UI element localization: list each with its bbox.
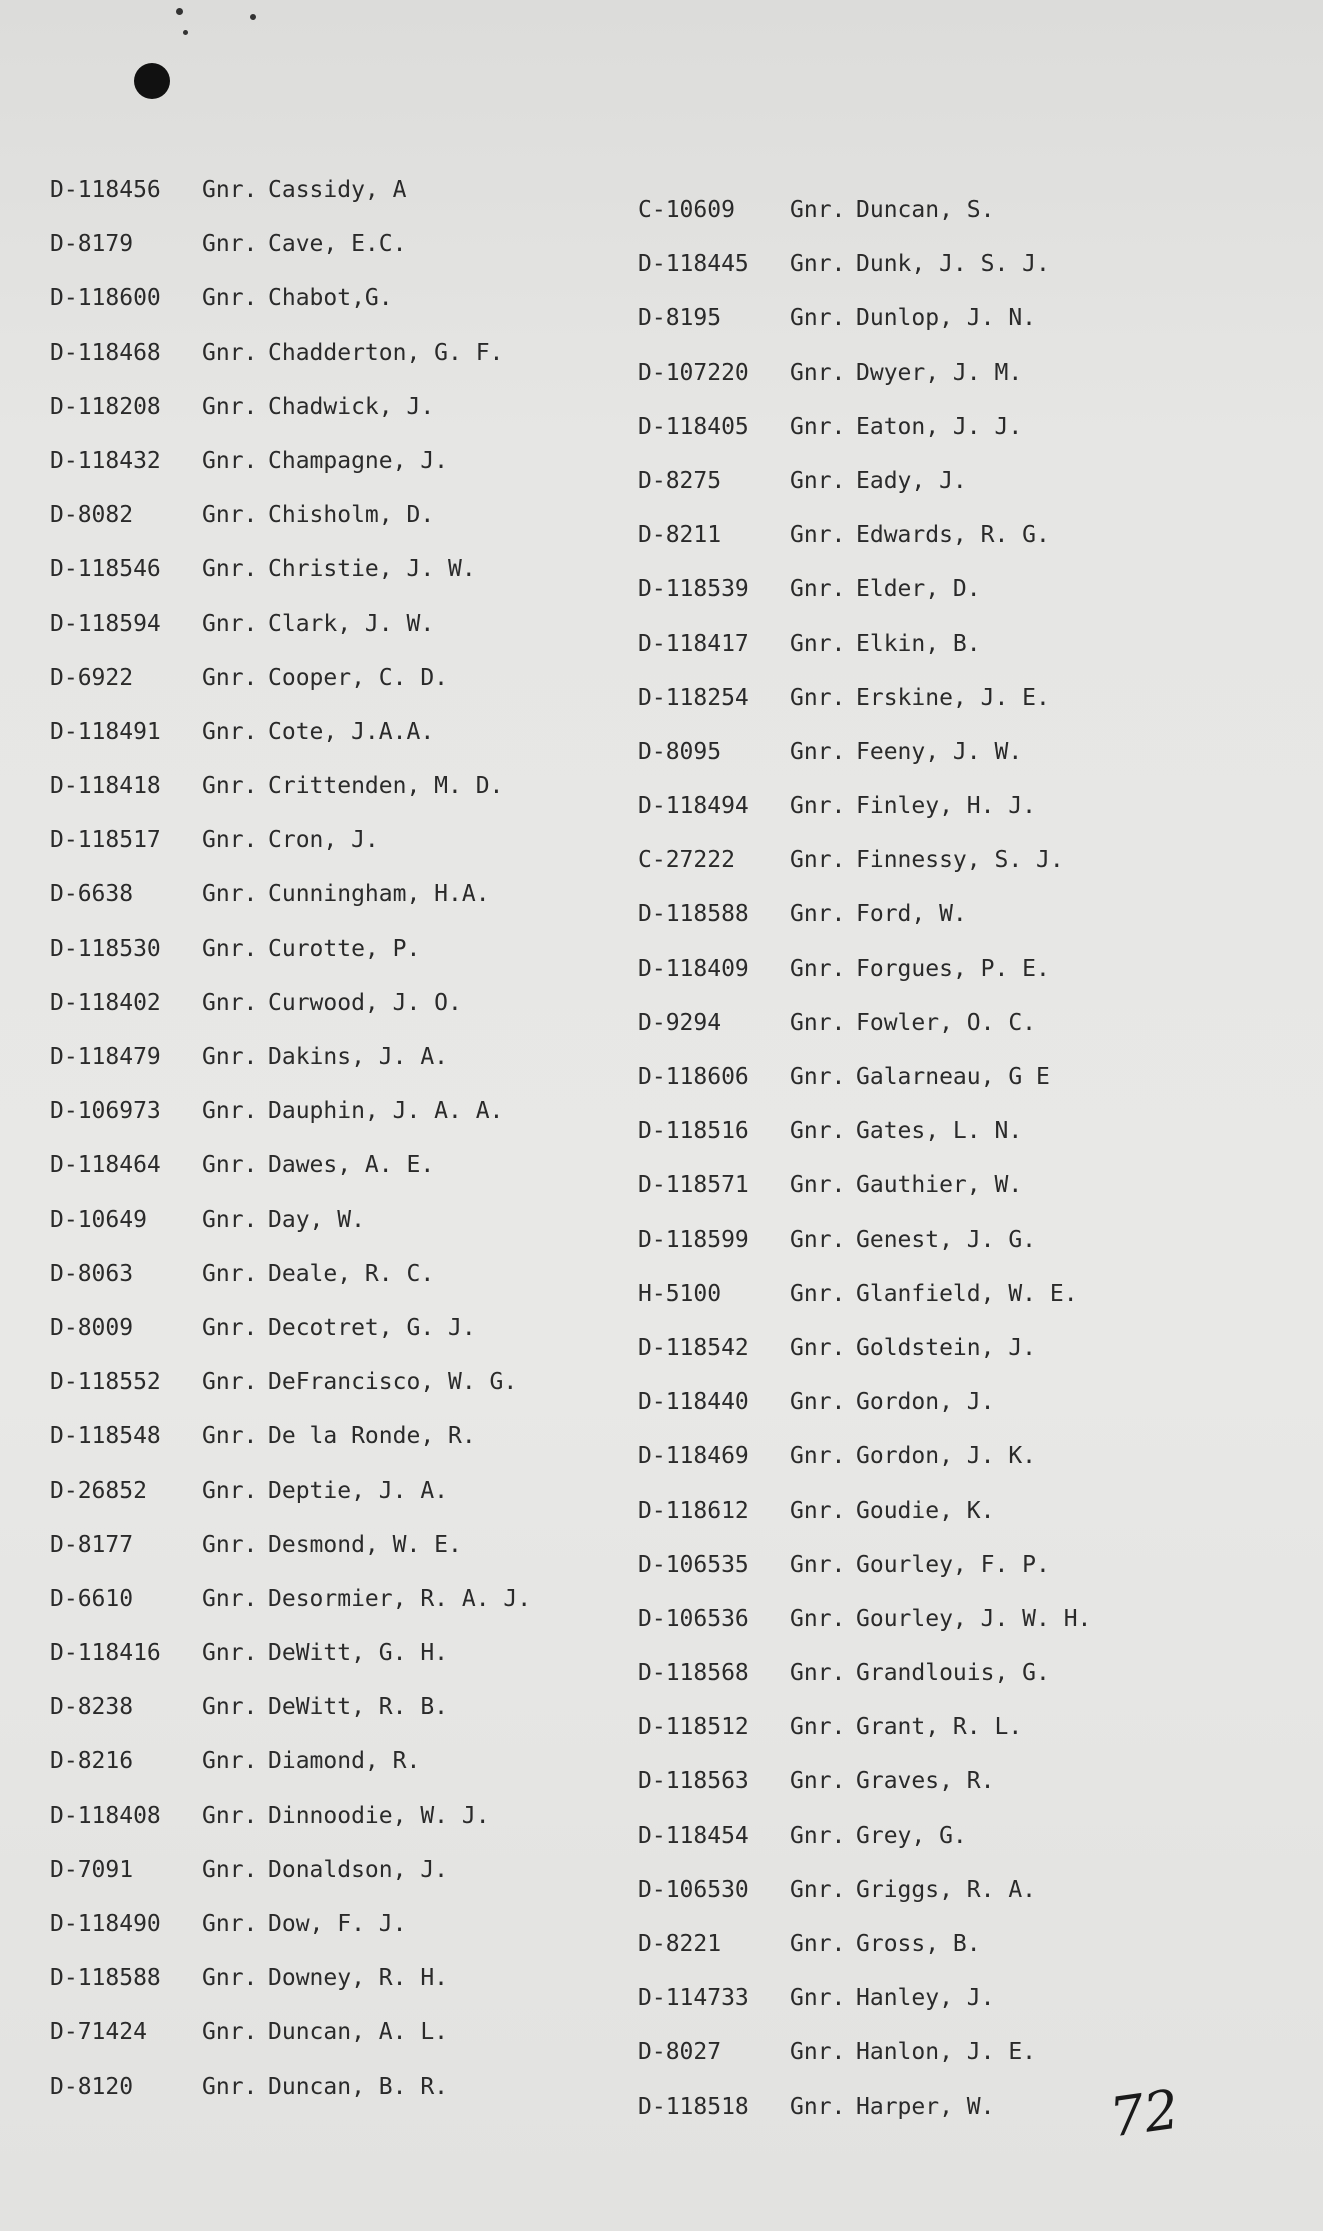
service-number: D-118563 xyxy=(638,1768,749,1795)
rank: Gnr. xyxy=(202,447,258,474)
roster-entry xyxy=(50,1910,610,1964)
service-number: D-8221 xyxy=(638,1931,722,1957)
service-number: D-118468 xyxy=(50,339,161,366)
soldier-name: Elder, D. xyxy=(856,576,981,603)
service-number: D-9294 xyxy=(638,1009,722,1036)
soldier-name: Dakins, J. A. xyxy=(268,1044,449,1070)
soldier-name: Cunningham, H.A. xyxy=(268,881,490,908)
soldier-name: DeWitt, G. H. xyxy=(268,1640,449,1667)
soldier-name: Galarneau, G E xyxy=(856,1064,1050,1090)
service-number: D-7091 xyxy=(50,1856,134,1883)
service-number: D-10649 xyxy=(50,1206,147,1233)
roster-entry xyxy=(50,1639,610,1693)
service-number: D-106536 xyxy=(638,1605,749,1632)
soldier-name: Dinnoodie, W. J. xyxy=(268,1802,490,1829)
roster-entry xyxy=(50,1043,610,1097)
rank: Gnr. xyxy=(790,1714,846,1741)
rank: Gnr. xyxy=(202,502,258,529)
service-number: C-27222 xyxy=(638,847,735,874)
rank: Gnr. xyxy=(202,935,258,962)
rank: Gnr. xyxy=(202,339,258,366)
service-number: D-118208 xyxy=(50,393,161,420)
soldier-name: Finnessy, S. J. xyxy=(856,847,1064,874)
roster-entry xyxy=(638,630,1198,684)
roster-entry xyxy=(638,1226,1198,1280)
service-number: D-118416 xyxy=(50,1640,161,1667)
service-number: D-118402 xyxy=(50,989,161,1016)
ink-speck xyxy=(250,14,256,20)
soldier-name: Ford, W. xyxy=(856,901,967,928)
soldier-name: Elkin, B. xyxy=(856,630,981,657)
rank: Gnr. xyxy=(790,1931,846,1957)
roster-entry xyxy=(638,1442,1198,1496)
service-number: D-118612 xyxy=(638,1497,749,1524)
rank: Gnr. xyxy=(790,1768,846,1795)
soldier-name: Duncan, S. xyxy=(856,197,995,223)
roster-entry xyxy=(50,1260,610,1314)
rank: Gnr. xyxy=(202,718,258,745)
soldier-name: De la Ronde, R. xyxy=(268,1423,476,1450)
rank: Gnr. xyxy=(790,901,846,928)
soldier-name: Grey, G. xyxy=(856,1822,967,1849)
roster-entry xyxy=(638,1334,1198,1388)
soldier-name: Gates, L. N. xyxy=(856,1118,1023,1145)
rank: Gnr. xyxy=(790,305,846,332)
roster-entry xyxy=(638,304,1198,358)
rank: Gnr. xyxy=(202,556,258,583)
service-number: D-118568 xyxy=(638,1660,749,1687)
rank: Gnr. xyxy=(202,1965,258,1992)
roster-entry xyxy=(638,1984,1198,2038)
service-number: D-118594 xyxy=(50,610,161,637)
rank: Gnr. xyxy=(790,1009,846,1036)
rank: Gnr. xyxy=(202,2073,258,2100)
soldier-name: Gourley, J. W. H. xyxy=(856,1605,1092,1632)
roster-entry xyxy=(638,1713,1198,1767)
roster-entry xyxy=(50,1747,610,1801)
rank: Gnr. xyxy=(790,197,846,223)
rank: Gnr. xyxy=(790,1443,846,1470)
roster-entry xyxy=(50,772,610,826)
service-number: D-6638 xyxy=(50,881,134,908)
rank: Gnr. xyxy=(790,684,846,711)
roster-entry xyxy=(638,1171,1198,1225)
service-number: D-8195 xyxy=(638,305,722,332)
soldier-name: Finley, H. J. xyxy=(856,793,1037,820)
rank: Gnr. xyxy=(790,738,846,765)
soldier-name: Dow, F. J. xyxy=(268,1911,407,1937)
service-number: D-8238 xyxy=(50,1694,134,1721)
soldier-name: Dawes, A. E. xyxy=(268,1152,435,1179)
service-number: D-8211 xyxy=(638,522,722,549)
roster-column-right xyxy=(638,196,1198,2147)
rank: Gnr. xyxy=(790,1605,846,1632)
roster-entry xyxy=(50,935,610,989)
roster-entry xyxy=(638,1605,1198,1659)
soldier-name: Grant, R. L. xyxy=(856,1714,1023,1741)
rank: Gnr. xyxy=(202,1098,258,1125)
roster-entry xyxy=(638,1822,1198,1876)
service-number: D-8177 xyxy=(50,1531,134,1558)
roster-entry xyxy=(50,393,610,447)
roster-entry xyxy=(50,176,610,230)
service-number: D-8216 xyxy=(50,1748,134,1775)
service-number: D-118599 xyxy=(638,1226,749,1253)
service-number: D-118254 xyxy=(638,684,749,711)
rank: Gnr. xyxy=(202,1314,258,1341)
soldier-name: Dunk, J. S. J. xyxy=(856,251,1050,278)
roster-entry xyxy=(638,846,1198,900)
rank: Gnr. xyxy=(790,359,846,386)
service-number: D-118546 xyxy=(50,556,161,583)
roster-entry xyxy=(50,1206,610,1260)
roster-entry xyxy=(50,1151,610,1205)
rank: Gnr. xyxy=(202,1911,258,1937)
rank: Gnr. xyxy=(202,231,258,258)
soldier-name: Decotret, G. J. xyxy=(268,1314,476,1341)
soldier-name: Griggs, R. A. xyxy=(856,1876,1037,1903)
service-number: D-118606 xyxy=(638,1064,749,1090)
service-number: D-118491 xyxy=(50,718,161,745)
service-number: D-118490 xyxy=(50,1911,161,1937)
soldier-name: Grandlouis, G. xyxy=(856,1660,1050,1687)
roster-entry xyxy=(638,955,1198,1009)
roster-entry xyxy=(638,1388,1198,1442)
rank: Gnr. xyxy=(202,285,258,312)
rank: Gnr. xyxy=(790,793,846,820)
roster-entry xyxy=(50,1314,610,1368)
rank: Gnr. xyxy=(202,177,258,203)
service-number: D-118454 xyxy=(638,1822,749,1849)
soldier-name: Eaton, J. J. xyxy=(856,413,1023,440)
roster-column-left xyxy=(50,176,610,2127)
soldier-name: Christie, J. W. xyxy=(268,556,476,583)
soldier-name: DeWitt, R. B. xyxy=(268,1694,449,1721)
rank: Gnr. xyxy=(790,2039,846,2066)
rank: Gnr. xyxy=(790,630,846,657)
soldier-name: Donaldson, J. xyxy=(268,1856,449,1883)
soldier-name: Cote, J.A.A. xyxy=(268,718,435,745)
rank: Gnr. xyxy=(790,2093,846,2120)
service-number: D-8009 xyxy=(50,1314,134,1341)
roster-entry xyxy=(638,250,1198,304)
roster-entry xyxy=(50,1477,610,1531)
soldier-name: Downey, R. H. xyxy=(268,1965,449,1992)
soldier-name: Day, W. xyxy=(268,1206,365,1233)
soldier-name: Gross, B. xyxy=(856,1931,981,1957)
service-number: D-118409 xyxy=(638,955,749,982)
roster-entry xyxy=(638,1280,1198,1334)
service-number: D-8063 xyxy=(50,1260,134,1287)
service-number: D-118518 xyxy=(638,2093,749,2120)
rank: Gnr. xyxy=(202,989,258,1016)
soldier-name: Deptie, J. A. xyxy=(268,1477,449,1504)
soldier-name: Erskine, J. E. xyxy=(856,684,1050,711)
rank: Gnr. xyxy=(202,393,258,420)
soldier-name: Diamond, R. xyxy=(268,1748,421,1775)
soldier-name: Glanfield, W. E. xyxy=(856,1280,1078,1307)
soldier-name: Duncan, A. L. xyxy=(268,2019,449,2046)
rank: Gnr. xyxy=(202,2019,258,2046)
soldier-name: Hanlon, J. E. xyxy=(856,2039,1037,2066)
rank: Gnr. xyxy=(790,1876,846,1903)
service-number: D-118530 xyxy=(50,935,161,962)
roster-entry xyxy=(638,413,1198,467)
rank: Gnr. xyxy=(202,1152,258,1179)
rank: Gnr. xyxy=(790,467,846,494)
rank: Gnr. xyxy=(202,1260,258,1287)
service-number: D-26852 xyxy=(50,1477,147,1504)
roster-entry xyxy=(50,1585,610,1639)
rank: Gnr. xyxy=(790,251,846,278)
service-number: D-71424 xyxy=(50,2019,147,2046)
soldier-name: Goldstein, J. xyxy=(856,1334,1037,1361)
soldier-name: Duncan, B. R. xyxy=(268,2073,449,2100)
rank: Gnr. xyxy=(202,610,258,637)
soldier-name: Goudie, K. xyxy=(856,1497,995,1524)
roster-entry xyxy=(50,1964,610,2018)
roster-entry xyxy=(50,664,610,718)
soldier-name: Curotte, P. xyxy=(268,935,421,962)
roster-entry xyxy=(638,1009,1198,1063)
soldier-name: Cooper, C. D. xyxy=(268,664,449,691)
service-number: D-118600 xyxy=(50,285,161,312)
soldier-name: Cave, E.C. xyxy=(268,231,407,258)
service-number: D-118432 xyxy=(50,447,161,474)
soldier-name: Desmond, W. E. xyxy=(268,1531,462,1558)
soldier-name: Gauthier, W. xyxy=(856,1172,1023,1199)
rank: Gnr. xyxy=(790,1064,846,1090)
roster-entry xyxy=(50,1422,610,1476)
rank: Gnr. xyxy=(202,827,258,854)
rank: Gnr. xyxy=(202,1206,258,1233)
service-number: D-8275 xyxy=(638,467,722,494)
roster-entry xyxy=(50,447,610,501)
service-number: D-118405 xyxy=(638,413,749,440)
rank: Gnr. xyxy=(202,1585,258,1612)
roster-entry xyxy=(638,467,1198,521)
roster-entry xyxy=(638,738,1198,792)
roster-entry xyxy=(638,575,1198,629)
soldier-name: Chisholm, D. xyxy=(268,502,435,529)
service-number: D-118456 xyxy=(50,177,161,203)
service-number: C-10609 xyxy=(638,197,735,223)
soldier-name: Edwards, R. G. xyxy=(856,522,1050,549)
soldier-name: Chadwick, J. xyxy=(268,393,435,420)
rank: Gnr. xyxy=(202,881,258,908)
rank: Gnr. xyxy=(202,773,258,800)
service-number: D-118512 xyxy=(638,1714,749,1741)
rank: Gnr. xyxy=(202,1748,258,1775)
service-number: D-118552 xyxy=(50,1369,161,1396)
soldier-name: Curwood, J. O. xyxy=(268,989,462,1016)
service-number: D-106973 xyxy=(50,1098,161,1125)
soldier-name: Champagne, J. xyxy=(268,447,449,474)
roster-entry xyxy=(638,196,1198,250)
ink-speck xyxy=(176,8,183,15)
roster-entry xyxy=(50,2018,610,2072)
service-number: D-8082 xyxy=(50,502,134,529)
punch-hole xyxy=(134,63,170,99)
rank: Gnr. xyxy=(790,522,846,549)
soldier-name: Genest, J. G. xyxy=(856,1226,1037,1253)
service-number: D-118588 xyxy=(638,901,749,928)
rank: Gnr. xyxy=(790,1226,846,1253)
roster-entry xyxy=(638,2038,1198,2092)
roster-entry xyxy=(638,684,1198,738)
roster-entry xyxy=(50,880,610,934)
roster-entry xyxy=(50,1802,610,1856)
soldier-name: DeFrancisco, W. G. xyxy=(268,1369,518,1396)
roster-entry xyxy=(50,230,610,284)
roster-entry xyxy=(638,792,1198,846)
service-number: D-118445 xyxy=(638,251,749,278)
rank: Gnr. xyxy=(202,1369,258,1396)
rank: Gnr. xyxy=(790,1118,846,1145)
rank: Gnr. xyxy=(202,1423,258,1450)
rank: Gnr. xyxy=(790,955,846,982)
soldier-name: Hanley, J. xyxy=(856,1985,995,2012)
rank: Gnr. xyxy=(790,1280,846,1307)
service-number: D-106530 xyxy=(638,1876,749,1903)
rank: Gnr. xyxy=(202,1640,258,1667)
roster-entry xyxy=(638,1497,1198,1551)
roster-entry xyxy=(638,1876,1198,1930)
service-number: D-6610 xyxy=(50,1585,134,1612)
roster-entry xyxy=(638,359,1198,413)
rank: Gnr. xyxy=(202,664,258,691)
service-number: D-118548 xyxy=(50,1423,161,1450)
service-number: D-6922 xyxy=(50,664,134,691)
roster-entry xyxy=(50,501,610,555)
service-number: D-8027 xyxy=(638,2039,722,2066)
service-number: D-107220 xyxy=(638,359,749,386)
roster-entry xyxy=(50,1097,610,1151)
service-number: D-118516 xyxy=(638,1118,749,1145)
service-number: D-118408 xyxy=(50,1802,161,1829)
roster-entry xyxy=(50,339,610,393)
service-number: D-118440 xyxy=(638,1389,749,1416)
soldier-name: Feeny, J. W. xyxy=(856,738,1023,765)
roster-entry xyxy=(638,1063,1198,1117)
service-number: H-5100 xyxy=(638,1280,722,1307)
roster-entry xyxy=(50,1856,610,1910)
soldier-name: Cron, J. xyxy=(268,827,379,854)
roster-entry xyxy=(638,900,1198,954)
service-number: D-118571 xyxy=(638,1172,749,1199)
roster-entry xyxy=(50,826,610,880)
rank: Gnr. xyxy=(790,1389,846,1416)
service-number: D-118494 xyxy=(638,793,749,820)
roster-entry xyxy=(638,1930,1198,1984)
soldier-name: Dauphin, J. A. A. xyxy=(268,1098,504,1125)
roster-entry xyxy=(50,555,610,609)
soldier-name: Cassidy, A xyxy=(268,177,407,203)
rank: Gnr. xyxy=(790,576,846,603)
roster-entry xyxy=(50,2073,610,2127)
rank: Gnr. xyxy=(790,1660,846,1687)
rank: Gnr. xyxy=(790,1551,846,1578)
service-number: D-118418 xyxy=(50,773,161,800)
soldier-name: Harper, W. xyxy=(856,2093,995,2120)
soldier-name: Dunlop, J. N. xyxy=(856,305,1037,332)
roster-entry xyxy=(50,1531,610,1585)
soldier-name: Gordon, J. xyxy=(856,1389,995,1416)
soldier-name: Gordon, J. K. xyxy=(856,1443,1037,1470)
roster-entry xyxy=(50,610,610,664)
rank: Gnr. xyxy=(202,1044,258,1070)
service-number: D-106535 xyxy=(638,1551,749,1578)
soldier-name: Chadderton, G. F. xyxy=(268,339,504,366)
roster-entry xyxy=(638,1551,1198,1605)
roster-entry xyxy=(50,1693,610,1747)
rank: Gnr. xyxy=(202,1802,258,1829)
rank: Gnr. xyxy=(790,1334,846,1361)
rank: Gnr. xyxy=(202,1477,258,1504)
rank: Gnr. xyxy=(202,1694,258,1721)
service-number: D-118479 xyxy=(50,1044,161,1070)
service-number: D-8179 xyxy=(50,231,134,258)
soldier-name: Deale, R. C. xyxy=(268,1260,435,1287)
soldier-name: Clark, J. W. xyxy=(268,610,435,637)
service-number: D-118588 xyxy=(50,1965,161,1992)
rank: Gnr. xyxy=(790,1985,846,2012)
rank: Gnr. xyxy=(202,1531,258,1558)
page-number: 72 xyxy=(1105,2077,1183,2150)
rank: Gnr. xyxy=(202,1856,258,1883)
roster-entry xyxy=(50,718,610,772)
roster-entry xyxy=(50,1368,610,1422)
service-number: D-118539 xyxy=(638,576,749,603)
soldier-name: Forgues, P. E. xyxy=(856,955,1050,982)
service-number: D-8095 xyxy=(638,738,722,765)
ink-speck xyxy=(183,30,188,35)
service-number: D-118517 xyxy=(50,827,161,854)
soldier-name: Graves, R. xyxy=(856,1768,995,1795)
soldier-name: Gourley, F. P. xyxy=(856,1551,1050,1578)
soldier-name: Desormier, R. A. J. xyxy=(268,1585,532,1612)
rank: Gnr. xyxy=(790,1822,846,1849)
service-number: D-8120 xyxy=(50,2073,134,2100)
roster-entry xyxy=(638,1767,1198,1821)
roster-entry xyxy=(638,521,1198,575)
service-number: D-114733 xyxy=(638,1985,749,2012)
roster-entry xyxy=(638,1117,1198,1171)
roster-entry xyxy=(638,1659,1198,1713)
soldier-name: Crittenden, M. D. xyxy=(268,773,504,800)
roster-entry xyxy=(50,989,610,1043)
service-number: D-118464 xyxy=(50,1152,161,1179)
service-number: D-118469 xyxy=(638,1443,749,1470)
rank: Gnr. xyxy=(790,413,846,440)
rank: Gnr. xyxy=(790,1172,846,1199)
soldier-name: Fowler, O. C. xyxy=(856,1009,1037,1036)
soldier-name: Dwyer, J. M. xyxy=(856,359,1023,386)
service-number: D-118417 xyxy=(638,630,749,657)
rank: Gnr. xyxy=(790,847,846,874)
roster-entry xyxy=(50,284,610,338)
service-number: D-118542 xyxy=(638,1334,749,1361)
rank: Gnr. xyxy=(790,1497,846,1524)
soldier-name: Chabot,G. xyxy=(268,285,393,312)
soldier-name: Eady, J. xyxy=(856,467,967,494)
